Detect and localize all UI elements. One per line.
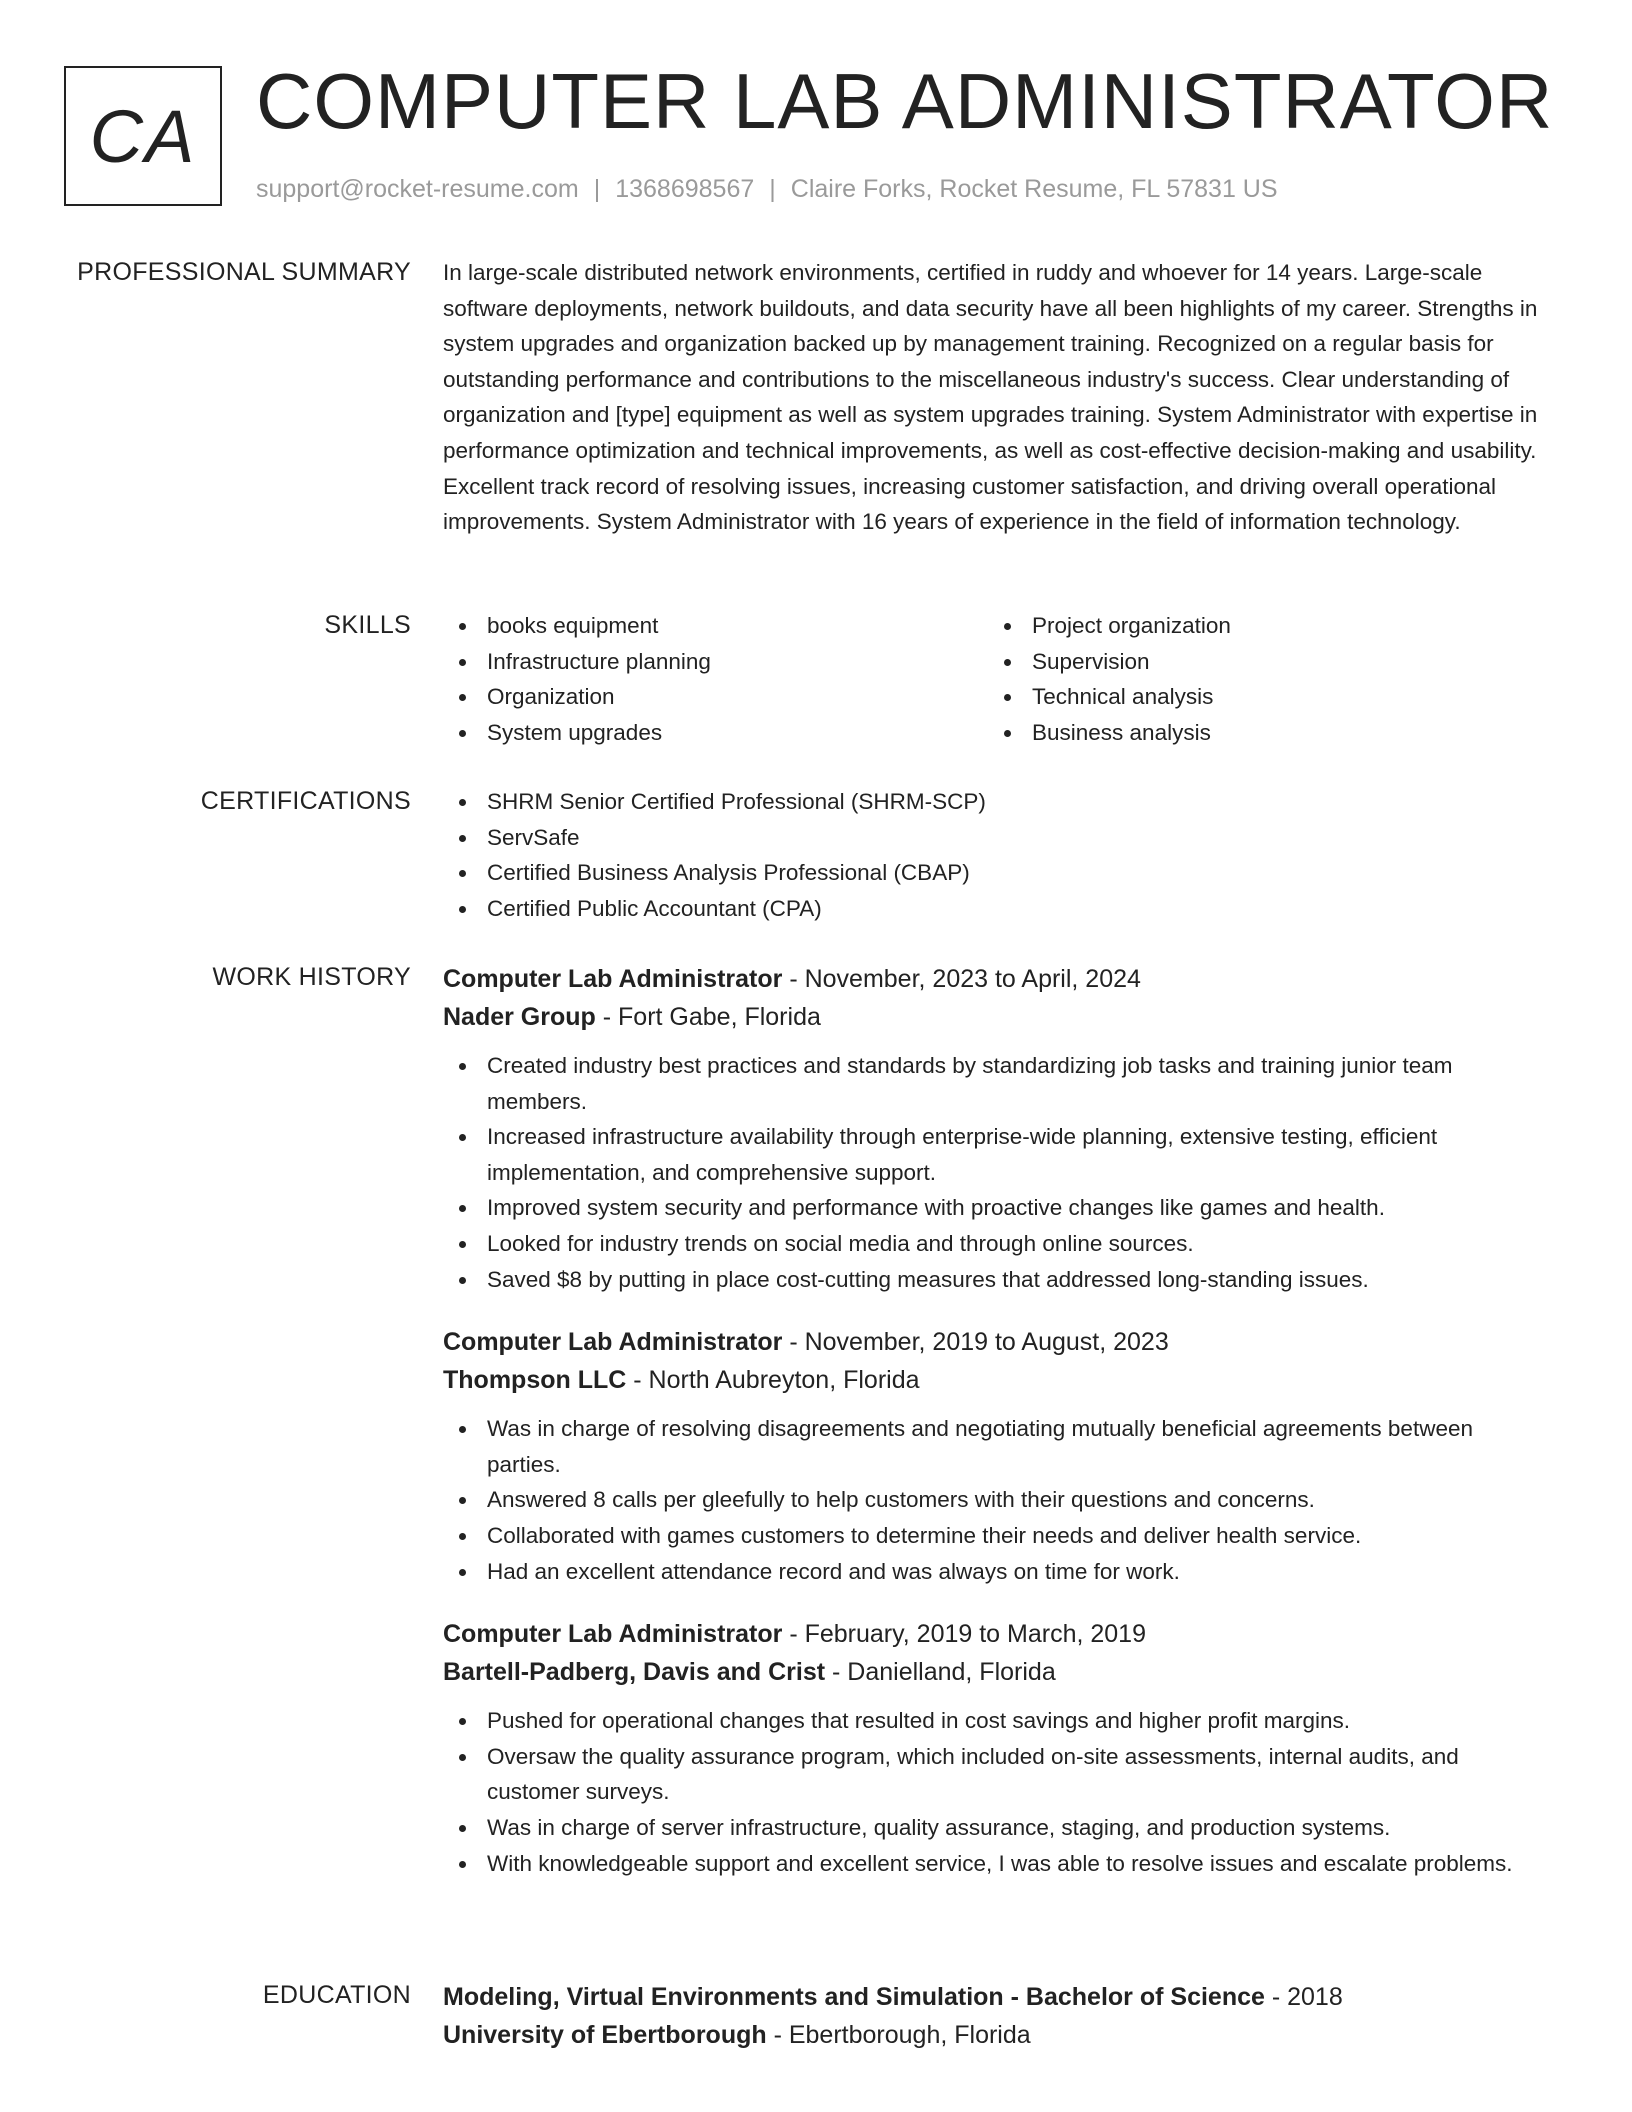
list-item: System upgrades xyxy=(443,715,988,751)
skills-body xyxy=(443,608,1553,750)
list-item: SHRM Senior Certified Professional (SHRM-SCP) xyxy=(443,784,1553,820)
monogram-badge: CA xyxy=(64,66,222,206)
page-title: COMPUTER LAB ADMINISTRATOR xyxy=(256,57,1554,145)
list-item: Certified Public Accountant (CPA) xyxy=(443,891,1553,927)
job-location: - North Aubreyton, Florida xyxy=(626,1366,920,1395)
list-item: Created industry best practices and standards by standardizing job tasks and training junior team members. xyxy=(443,1048,1553,1119)
list-item: Pushed for operational changes that resulted in cost savings and higher profit margins. xyxy=(443,1703,1553,1739)
list-item: Collaborated with games customers to determine their needs and deliver health service. xyxy=(443,1518,1553,1554)
job-title-line xyxy=(443,1323,1553,1361)
education-body xyxy=(443,1978,1553,2054)
work-history-body xyxy=(443,960,1553,1907)
contact-email: support@rocket-resume.com xyxy=(256,175,579,203)
contact-line xyxy=(256,172,1278,206)
section-label-certifications: CERTIFICATIONS xyxy=(200,787,411,815)
list-item: Improved system security and performance with proactive changes like games and health. xyxy=(443,1190,1553,1226)
contact-separator: | xyxy=(593,175,601,203)
education-year: - 2018 xyxy=(1264,1983,1343,2011)
job-bullets xyxy=(443,1048,1553,1297)
summary-body xyxy=(443,255,1553,540)
list-item: Looked for industry trends on social media and through online sources. xyxy=(443,1226,1553,1262)
job-title-line xyxy=(443,1615,1553,1653)
education-degree-line xyxy=(443,1978,1553,2016)
list-item: Answered 8 calls per gleefully to help customers with their questions and concerns. xyxy=(443,1482,1553,1518)
list-item: Supervision xyxy=(988,644,1533,680)
list-item: With knowledgeable support and excellent service, I was able to resolve issues and escalate problems. xyxy=(443,1846,1553,1882)
list-item: ServSafe xyxy=(443,820,1553,856)
section-label-skills: SKILLS xyxy=(324,611,411,639)
list-item: Project organization xyxy=(988,608,1533,644)
certifications-body xyxy=(443,784,1553,926)
education-school-line xyxy=(443,2016,1553,2054)
list-item: Oversaw the quality assurance program, which included on-site assessments, internal audits, and customer surveys. xyxy=(443,1739,1553,1810)
list-item: Certified Business Analysis Professional (CBAP) xyxy=(443,855,1553,891)
education-school: University of Ebertborough xyxy=(443,2021,767,2049)
job-title-line xyxy=(443,960,1553,998)
job-location: - Fort Gabe, Florida xyxy=(595,1003,821,1031)
list-item: Increased infrastructure availability through enterprise-wide planning, extensive testing, efficient implementation, and comprehensive support. xyxy=(443,1119,1553,1190)
list-item: books equipment xyxy=(443,608,988,644)
job-company: Bartell-Padberg, Davis and Crist xyxy=(443,1658,826,1687)
list-item: Business analysis xyxy=(988,715,1533,751)
list-item: Organization xyxy=(443,679,988,715)
list-item: Technical analysis xyxy=(988,679,1533,715)
job-company: Thompson LLC xyxy=(443,1366,627,1395)
job-title: Computer Lab Administrator xyxy=(443,1620,783,1649)
section-label-work-history: WORK HISTORY xyxy=(212,963,411,991)
contact-separator: | xyxy=(769,175,776,203)
list-item: Infrastructure planning xyxy=(443,644,988,680)
job-company: Nader Group xyxy=(443,1003,596,1031)
list-item: Had an excellent attendance record and was always on time for work. xyxy=(443,1554,1553,1590)
job-bullets xyxy=(443,1703,1553,1881)
skills-list-right xyxy=(988,608,1533,750)
job-title: Computer Lab Administrator xyxy=(443,1328,783,1357)
section-label-education: EDUCATION xyxy=(262,1981,411,2009)
section-label-summary: PROFESSIONAL SUMMARY xyxy=(77,258,411,286)
education-degree: Modeling, Virtual Environments and Simulation - Bachelor of Science xyxy=(443,1983,1265,2011)
job-title: Computer Lab Administrator xyxy=(443,965,783,993)
job-org-line xyxy=(443,1653,1553,1691)
job-entry xyxy=(443,1615,1553,1881)
summary-text: In large-scale distributed network environments, certified in ruddy and whoever for 14 years. Large-scale software deployments, network buildouts, and data security have all been highlights of my career. Strengths in system upgrades and organization backed up by management training. Recognized on a regular basis for outstanding performance and contributions to the miscellaneous industry's success. Clear understanding of organization and [type] equipment as well as system upgrades training. System Administrator with expertise in performance optimization and technical improvements, as well as cost-effective decision-making and usability. Excellent track record of resolving issues, increasing customer satisfaction, and driving overall operational improvements. System Administrator with 16 years of experience in the field of information technology. xyxy=(443,260,1538,535)
job-bullets xyxy=(443,1411,1553,1589)
skills-grid xyxy=(443,608,1553,750)
job-location: - Danielland, Florida xyxy=(825,1658,1056,1687)
education-location: - Ebertborough, Florida xyxy=(766,2021,1031,2049)
list-item: Was in charge of server infrastructure, quality assurance, staging, and production systems. xyxy=(443,1810,1553,1846)
job-dates: - February, 2019 to March, 2019 xyxy=(782,1620,1146,1649)
job-entry xyxy=(443,960,1553,1297)
job-entry xyxy=(443,1323,1553,1589)
contact-phone: 1368698567 xyxy=(615,175,755,203)
job-dates: - November, 2019 to August, 2023 xyxy=(782,1328,1169,1357)
contact-address: Claire Forks, Rocket Resume, FL 57831 US xyxy=(790,175,1278,203)
list-item: Saved $8 by putting in place cost-cutting measures that addressed long-standing issues. xyxy=(443,1262,1553,1298)
certifications-list xyxy=(443,784,1553,926)
job-org-line xyxy=(443,1361,1553,1399)
job-dates: - November, 2023 to April, 2024 xyxy=(782,965,1141,993)
skills-list-left xyxy=(443,608,988,750)
job-org-line xyxy=(443,998,1553,1036)
list-item: Was in charge of resolving disagreements and negotiating mutually beneficial agreements between parties. xyxy=(443,1411,1553,1482)
